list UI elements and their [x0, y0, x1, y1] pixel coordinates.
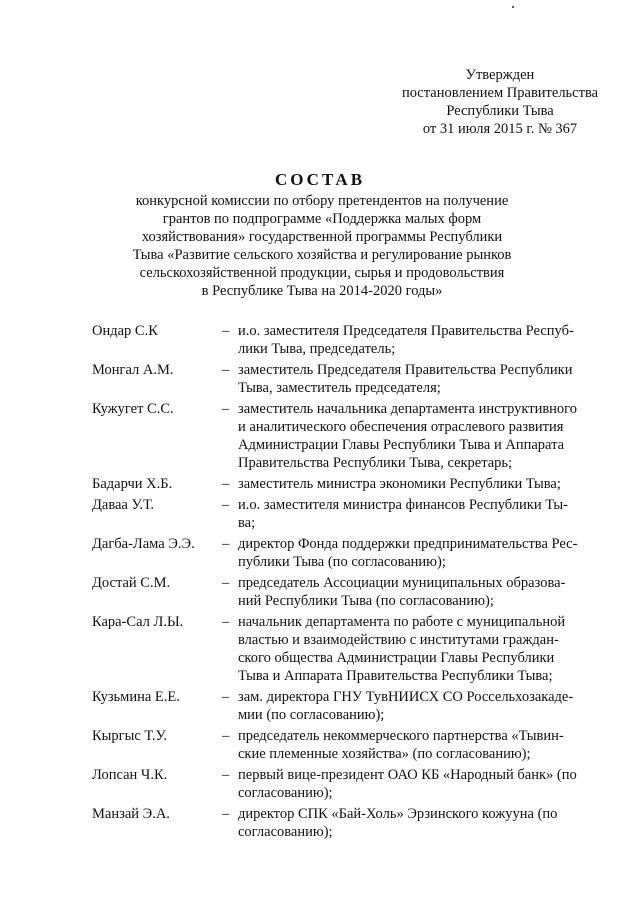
member-role-line: председатель Ассоциации муниципальных образова-: [238, 575, 566, 591]
approval-line: Утвержден: [465, 67, 535, 83]
member-role-line: ний Республики Тыва (по согласованию);: [238, 593, 494, 609]
member-dash: –: [222, 401, 230, 417]
member-role-line: ва;: [238, 515, 256, 531]
member-role-line: Правительства Республики Тыва, секретарь;: [238, 455, 513, 471]
member-role-line: и аналитического обеспечения отраслевого развития: [238, 419, 564, 435]
member-role: [238, 361, 598, 397]
member-row: [92, 535, 612, 571]
member-name: Даваа У.Т.: [92, 497, 155, 513]
member-role-line: председатель некоммерческого партнерства «Тывин-: [238, 728, 564, 744]
member-role: [238, 805, 598, 841]
member-role-line: начальник департамента по работе с муниципальной: [238, 614, 566, 630]
member-row: [92, 805, 612, 841]
member-row: [92, 400, 612, 472]
member-name: Кужугет С.С.: [92, 401, 174, 417]
member-dash: –: [222, 497, 230, 513]
member-role-line: Тыва, заместитель председателя;: [238, 380, 441, 396]
member-name: Бадарчи Х.Б.: [92, 476, 173, 492]
member-role: [238, 322, 598, 358]
member-role-line: директор Фонда поддержки предпринимательства Рес-: [238, 536, 578, 552]
member-role-line: лики Тыва, председатель;: [238, 341, 396, 357]
member-row: [92, 574, 612, 610]
subtitle-line: грантов по подпрограмме «Поддержка малых форм: [162, 211, 482, 227]
member-name: Кузьмина Е.Е.: [92, 689, 180, 705]
member-role: [238, 496, 598, 532]
member-role-line: мии (по согласованию);: [238, 707, 385, 723]
scan-speck: [512, 6, 514, 8]
member-role: [238, 535, 598, 571]
member-name: Кара-Сал Л.Ы.: [92, 614, 184, 630]
member-dash: –: [222, 728, 230, 744]
member-dash: –: [222, 614, 230, 630]
member-row: [92, 613, 612, 685]
member-row: [92, 361, 612, 397]
member-role: [238, 688, 598, 724]
approval-line: от 31 июля 2015 г. № 367: [422, 121, 578, 137]
member-name: Кыргыс Т.У.: [92, 728, 167, 744]
subtitle-line: в Республике Тыва на 2014-2020 годы»: [201, 283, 443, 299]
member-row: [92, 475, 612, 493]
member-role-line: и.о. заместителя министра финансов Республики Ты-: [238, 497, 568, 513]
subtitle-line: конкурсной комиссии по отбору претендентов на получение: [135, 193, 509, 209]
member-role-line: заместитель Председателя Правительства Республики: [238, 362, 573, 378]
member-name: Лопсан Ч.К.: [92, 767, 168, 783]
member-role-line: зам. директора ГНУ ТувНИИСХ СО Россельхозакаде-: [238, 689, 574, 705]
subtitle-line: хозяйствования» государственной программы Республики: [141, 229, 503, 245]
subtitle-line: Тыва «Развитие сельского хозяйства и регулирование рынков: [132, 247, 512, 263]
member-row: [92, 496, 612, 532]
member-role-line: ские племенные хозяйства» (по согласованию);: [238, 746, 531, 762]
member-name: Достай С.М.: [92, 575, 171, 591]
member-name: Монгал А.М.: [92, 362, 174, 378]
member-dash: –: [222, 362, 230, 378]
member-role: [238, 400, 598, 472]
member-name: Ондар С.К: [92, 323, 158, 339]
member-row: [92, 688, 612, 724]
member-role: [238, 766, 598, 802]
member-row: [92, 322, 612, 358]
member-role-line: Тыва и Аппарата Правительства Республики Тыва;: [238, 668, 553, 684]
subtitle-line: сельскохозяйственной продукции, сырья и продовольствия: [139, 265, 505, 281]
member-role-line: Администрации Главы Республики Тыва и Аппарата: [238, 437, 565, 453]
member-dash: –: [222, 767, 230, 783]
member-role-line: директор СПК «Бай-Холь» Эрзинского кожууна (по: [238, 806, 558, 822]
member-row: [92, 727, 612, 763]
document-title: СОСТАВ: [274, 170, 366, 189]
approval-line: Республики Тыва: [446, 103, 554, 119]
member-role-line: и.о. заместителя Председателя Правительства Респуб-: [238, 323, 574, 339]
member-dash: –: [222, 476, 230, 492]
approval-line: постановлением Правительства: [401, 85, 599, 101]
member-role-line: властью и взаимодействию с институтами граждан-: [238, 632, 559, 648]
member-role-line: заместитель министра экономики Республики Тыва;: [238, 476, 561, 492]
member-dash: –: [222, 689, 230, 705]
member-role-line: согласованию);: [238, 785, 333, 801]
member-role-line: согласованию);: [238, 824, 333, 840]
member-dash: –: [222, 806, 230, 822]
member-dash: –: [222, 536, 230, 552]
member-list: [92, 322, 612, 844]
document-subtitle: [100, 192, 544, 300]
member-dash: –: [222, 323, 230, 339]
member-role: [238, 475, 598, 493]
member-row: [92, 766, 612, 802]
member-role-line: ского общества Администрации Главы Республики: [238, 650, 555, 666]
approval-stamp: [380, 66, 620, 138]
member-role-line: публики Тыва (по согласованию);: [238, 554, 446, 570]
member-role-line: заместитель начальника департамента инструктивного: [238, 401, 578, 417]
member-name: Дагба-Лама Э.Э.: [92, 536, 195, 552]
member-role: [238, 574, 598, 610]
member-role: [238, 613, 598, 685]
member-name: Манзай Э.А.: [92, 806, 170, 822]
member-role-line: первый вице-президент ОАО КБ «Народный банк» (по: [238, 767, 577, 783]
member-dash: –: [222, 575, 230, 591]
member-role: [238, 727, 598, 763]
